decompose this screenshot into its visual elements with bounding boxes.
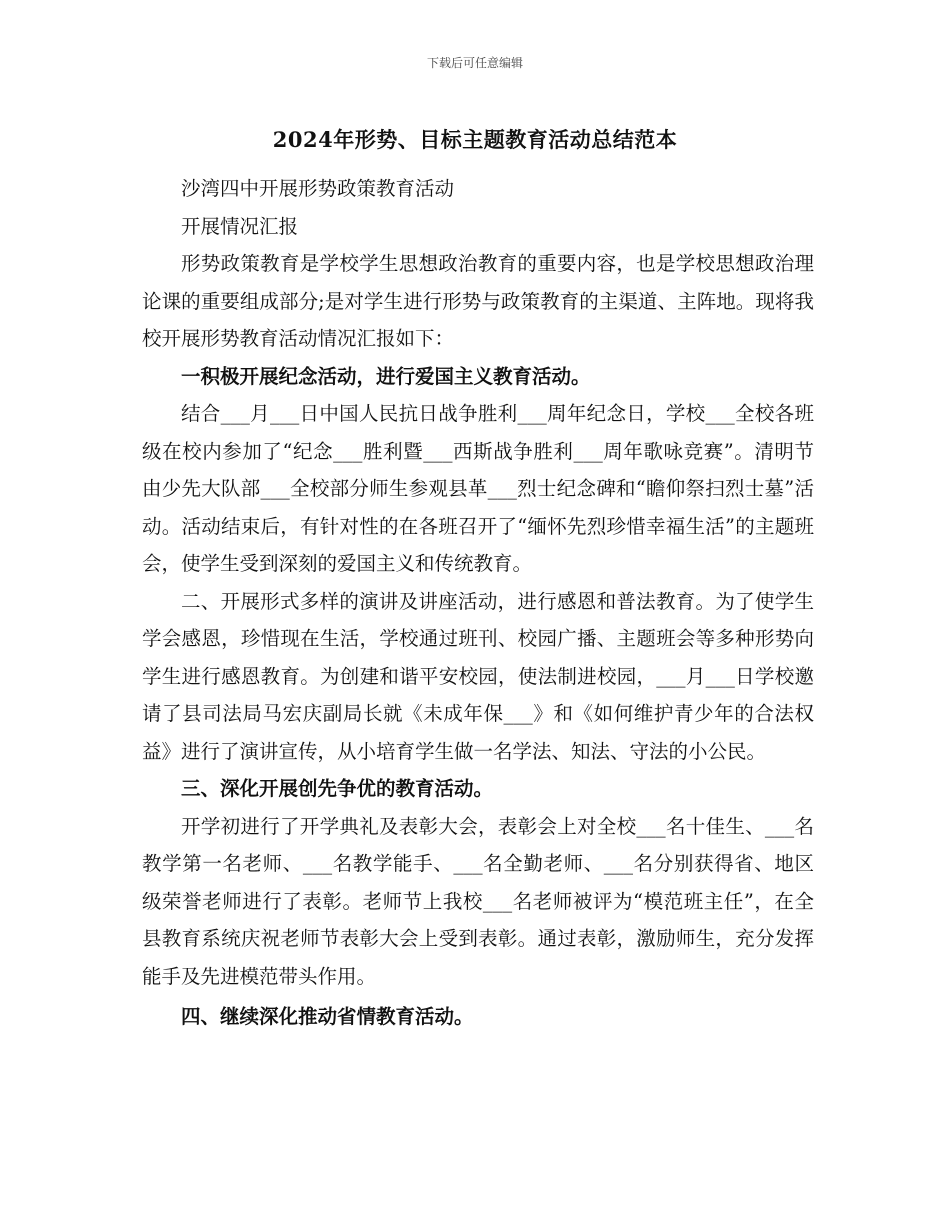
header-note: 下载后可任意编辑	[426, 56, 523, 70]
paragraph-subtitle-2: 开展情况汇报	[181, 214, 299, 238]
document-title: 2024年形势、目标主题教育活动总结范本	[272, 127, 678, 152]
paragraph-section-3: 开学初进行了开学典礼及表彰大会，表彰会上对全校___名十佳生、___名教学第一名老师、___名教学能手、___名全勤老师、___名分别获得省、地区级荣誉老师进行了表彰。老师节上我校___名老师被评为“模范班主任”，在全县教育系统庆祝老师节表彰大会上受到表彰。通过表彰，激励师生，充分发挥能手及先进模范带头作用。	[142, 814, 814, 988]
document-body	[142, 170, 814, 1036]
paragraph-section-1: 结合___月___日中国人民抗日战争胜利___周年纪念日，学校___全校各班级在校内参加了“纪念___胜利暨___西斯战争胜利___周年歌咏竞赛”。清明节由少先大队部___全校部分师生参观县革___烈士纪念碑和“瞻仰祭扫烈士墓”活动。活动结束后，有针对性的在各班召开了“缅怀先烈珍惜幸福生活”的主题班会，使学生受到深刻的爱国主义和传统教育。	[142, 402, 814, 575]
paragraph-subtitle-1: 沙湾四中开展形势政策教育活动	[181, 177, 455, 200]
section-heading-1: 一积极开展纪念活动，进行爱国主义教育活动。	[181, 364, 591, 388]
section-heading-3: 三、深化开展创先争优的教育活动。	[181, 777, 494, 800]
paragraph-intro: 形势政策教育是学校学生思想政治教育的重要内容，也是学校思想政治理论课的重要组成部分;是对学生进行形势与政策教育的主渠道、主阵地。现将我校开展形势教育活动情况汇报如下：	[142, 252, 814, 350]
paragraph-section-2: 二、开展形式多样的演讲及讲座活动，进行感恩和普法教育。为了使学生学会感恩，珍惜现在生活，学校通过班刊、校园广播、主题班会等多种形势向学生进行感恩教育。为创建和谐平安校园，使法制进校园，___月___日学校邀请了县司法局马宏庆副局长就《未成年保___》和《如何维护青少年的合法权益》进行了演讲宣传，从小培育学生做一名学法、知法、守法的小公民。	[142, 589, 814, 763]
section-heading-4: 四、继续深化推动省情教育活动。	[181, 1005, 474, 1028]
